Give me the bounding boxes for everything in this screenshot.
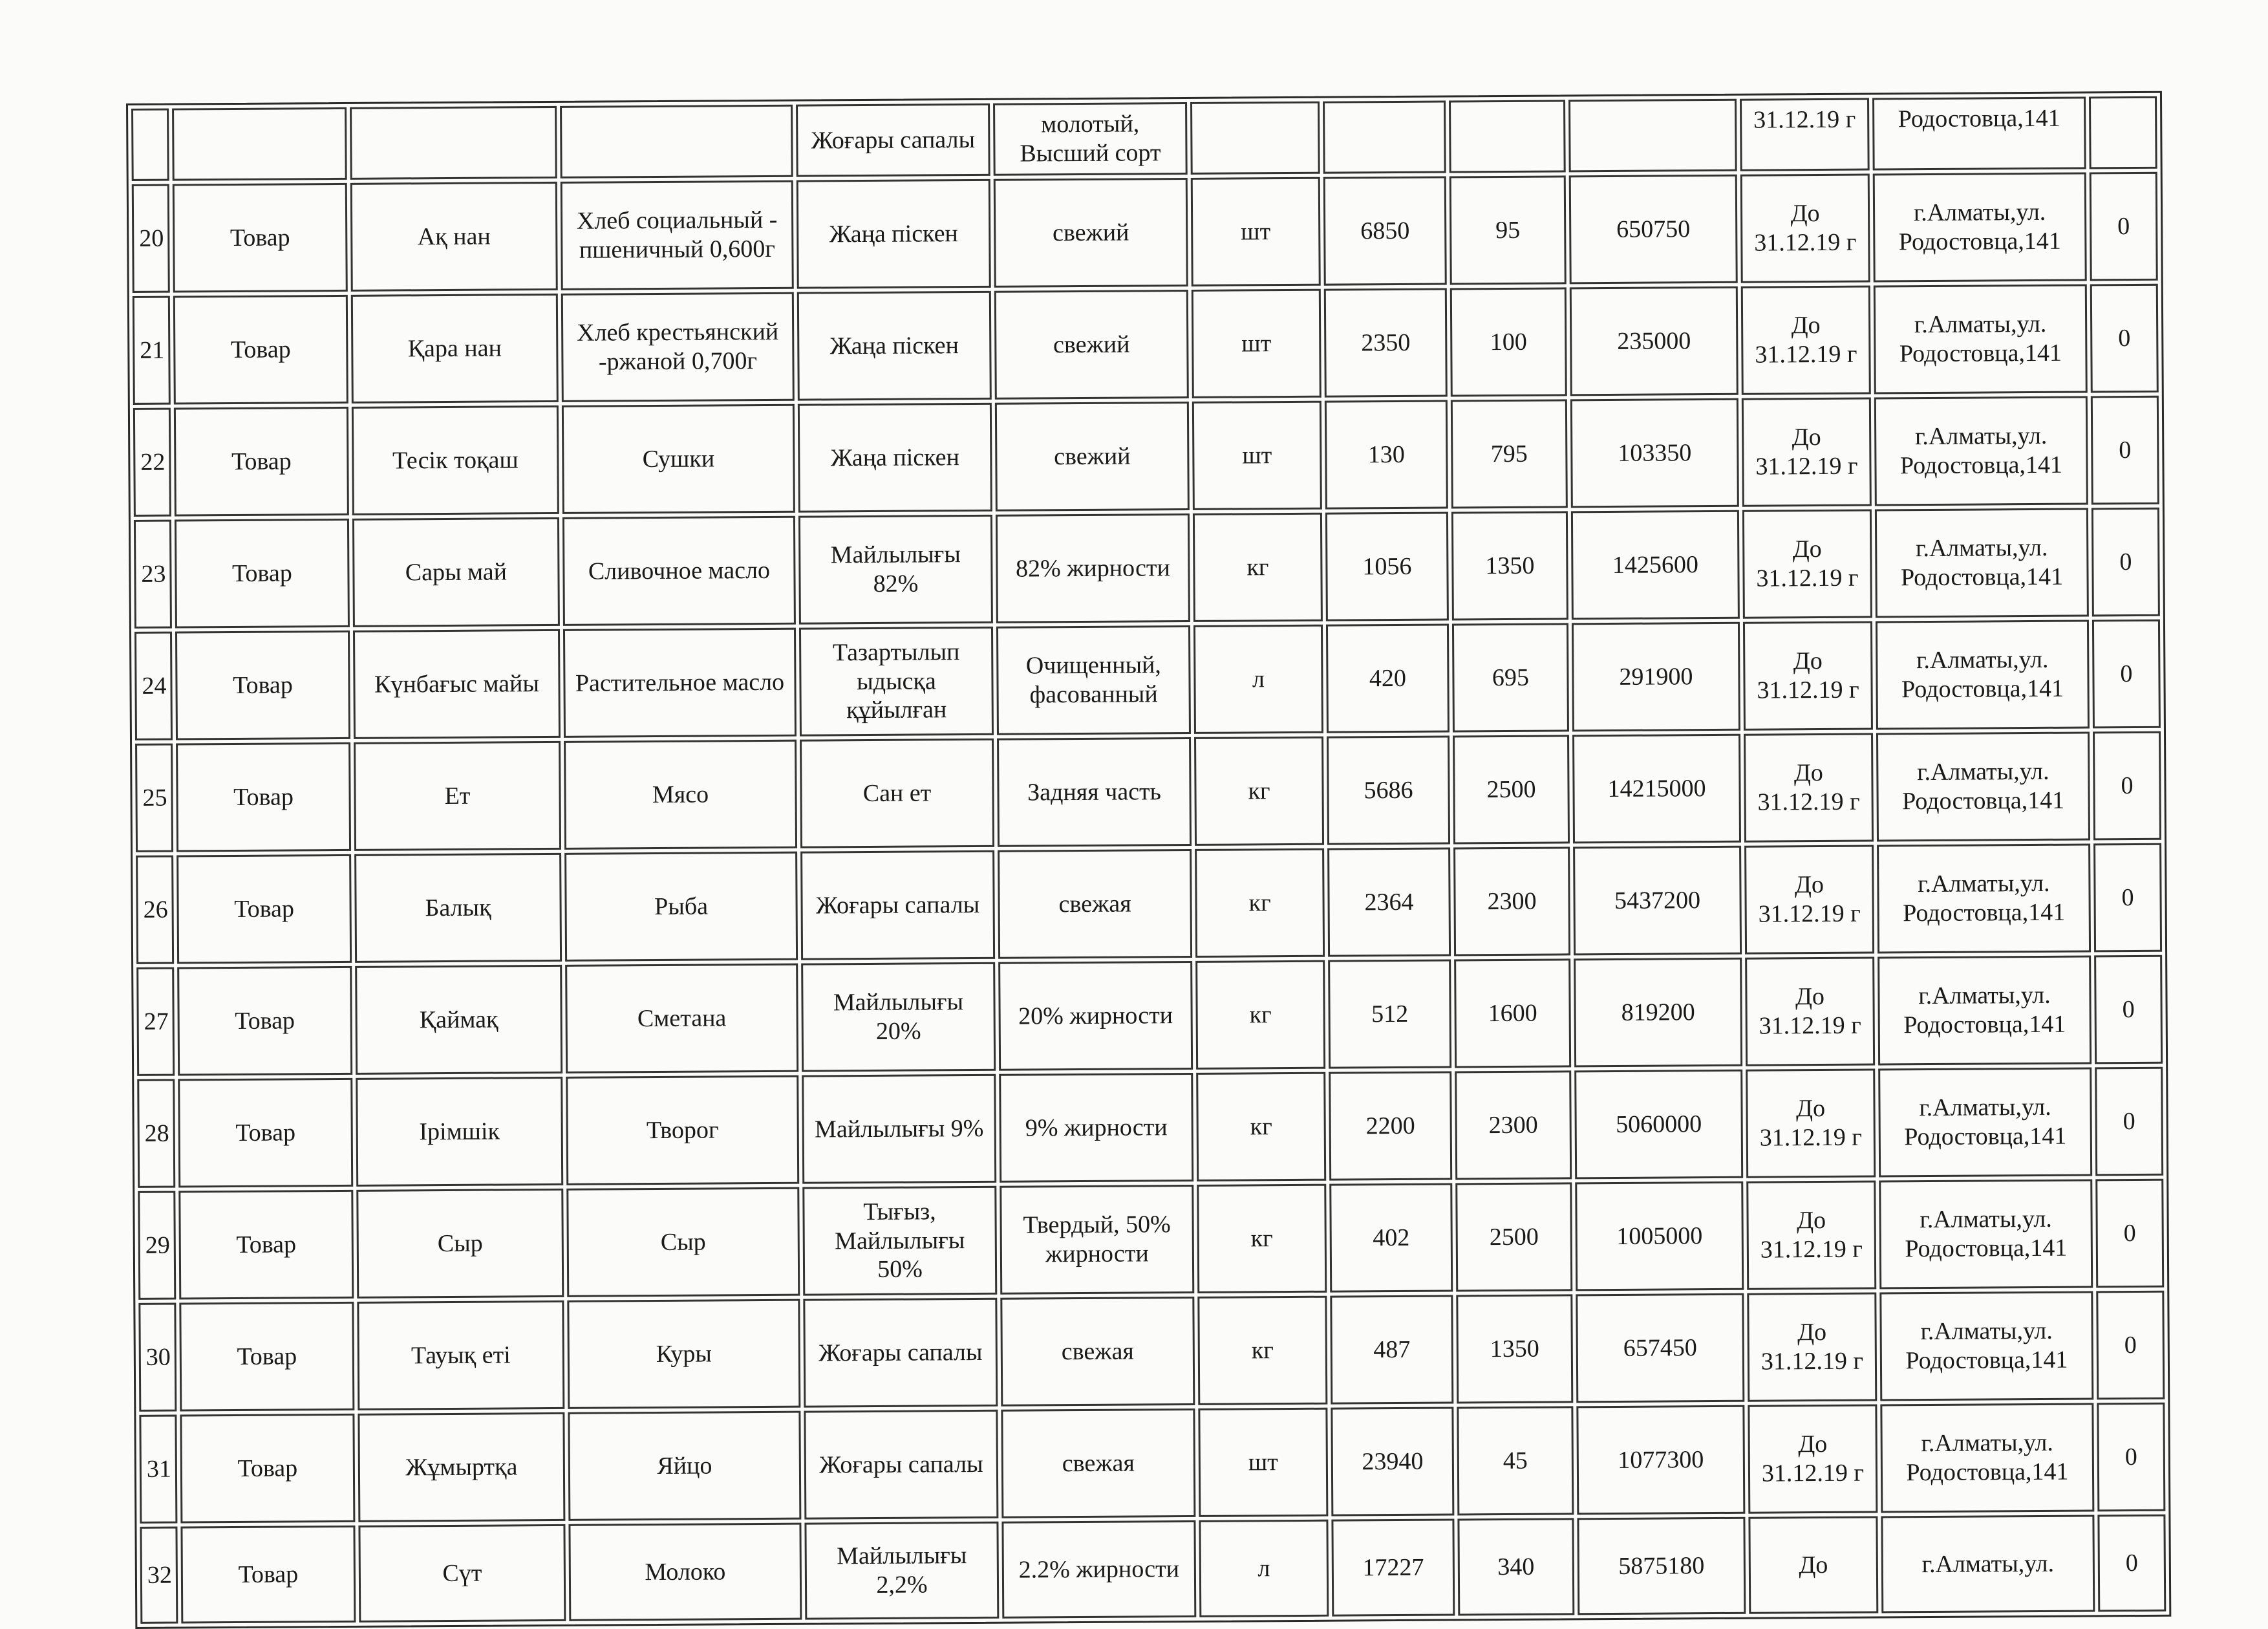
table-row — [139, 1403, 2165, 1524]
cell-num: 20 — [132, 184, 170, 293]
cell-address — [1878, 1067, 2092, 1177]
cell-address — [1874, 284, 2088, 394]
cell-sum: 650750 — [1569, 175, 1738, 285]
cell-name-ru: Куры — [567, 1299, 800, 1409]
cell-date-line2: 31.12.19 г — [1753, 105, 1856, 134]
table-row — [136, 955, 2163, 1076]
cell-address-line1: г.Алматы,ул. — [1918, 870, 2050, 898]
cell-rem: 0 — [2090, 172, 2158, 281]
cell-name-kz: Балық — [354, 853, 562, 963]
table-body — [131, 96, 2166, 1624]
cell-num: 32 — [140, 1527, 178, 1624]
cell-date-line1: До — [1795, 983, 1825, 1011]
cell-date-line2: 31.12.19 г — [1754, 228, 1857, 257]
cell-rem: 0 — [2093, 843, 2162, 953]
cell-char-ru: 20% жирности — [998, 961, 1193, 1071]
cell-unit: л — [1199, 1520, 1329, 1617]
cell-num: 26 — [136, 856, 174, 964]
cell-sum: 14215000 — [1572, 734, 1741, 844]
cell-qty: 23940 — [1331, 1407, 1454, 1516]
cell-address — [1875, 508, 2089, 618]
cell-name-kz: Ет — [354, 741, 561, 851]
cell-char-ru: Очищенный, фасованный — [996, 625, 1191, 735]
cell-unit: шт — [1192, 289, 1321, 398]
cell-date-line2: 31.12.19 г — [1757, 788, 1860, 816]
cell-num: 28 — [137, 1079, 175, 1188]
cell-name-kz: Сыр — [356, 1189, 564, 1299]
cell-date — [1743, 621, 1873, 731]
cell-address — [1872, 96, 2086, 170]
cell-qty: 402 — [1329, 1183, 1453, 1293]
cell-date-line2: 31.12.19 г — [1758, 900, 1861, 928]
cell-sum — [1568, 99, 1737, 173]
cell-name-kz — [350, 106, 557, 180]
cell-address-line1: г.Алматы,ул. — [1918, 982, 2051, 1010]
cell-date-line1: До — [1798, 1430, 1828, 1458]
table-row — [138, 1291, 2165, 1412]
cell-char-kz: Сан ет — [800, 739, 994, 848]
cell-date-line1: До — [1793, 759, 1823, 787]
cell-char-kz: Майлылығы 2,2% — [804, 1522, 999, 1620]
cell-qty: 487 — [1330, 1295, 1453, 1404]
cell-rem: 0 — [2090, 284, 2159, 393]
cell-unit: кг — [1193, 513, 1323, 622]
cell-name-ru: Яйцо — [568, 1411, 801, 1521]
cell-price — [1449, 100, 1566, 173]
cell-qty: 420 — [1326, 624, 1450, 733]
cell-date — [1746, 1069, 1876, 1178]
cell-char-ru: свежий — [995, 402, 1190, 512]
cell-date — [1748, 1404, 1878, 1513]
cell-name-ru: Хлеб социальный - пшеничный 0,600г — [561, 180, 794, 290]
table-row — [134, 508, 2160, 629]
cell-num: 30 — [138, 1303, 177, 1412]
table-row-partial — [131, 96, 2157, 181]
cell-date — [1744, 733, 1874, 843]
cell-name-kz: Ірімшік — [356, 1077, 563, 1187]
cell-date — [1742, 510, 1872, 619]
cell-address-line1: г.Алматы,ул. — [1921, 1429, 2053, 1458]
table-row — [132, 172, 2158, 293]
cell-name-kz: Сүт — [358, 1524, 566, 1623]
cell-name-ru: Молоко — [568, 1523, 802, 1621]
cell-unit — [1190, 102, 1320, 175]
cell-name-kz: Жұмыртқа — [358, 1412, 565, 1522]
procurement-table — [126, 91, 2171, 1629]
cell-name-ru — [560, 105, 793, 178]
cell-address-line1: г.Алматы,ул. — [1916, 646, 2049, 674]
cell-date-line1: До — [1799, 1551, 1828, 1579]
cell-name-kz: Тауық еті — [357, 1300, 564, 1410]
cell-char-ru: Задняя часть — [997, 737, 1192, 847]
cell-address-line2: Родостовца,141 — [1903, 1010, 2066, 1039]
cell-num: 22 — [133, 408, 171, 517]
cell-type: Товар — [177, 854, 352, 964]
cell-sum: 819200 — [1574, 958, 1742, 1068]
cell-unit: кг — [1194, 737, 1324, 846]
cell-price: 1350 — [1451, 511, 1568, 620]
cell-qty: 512 — [1328, 960, 1451, 1069]
cell-type: Товар — [176, 742, 351, 852]
cell-unit: кг — [1196, 1072, 1326, 1181]
cell-sum: 5060000 — [1574, 1070, 1743, 1180]
cell-address-line2: Родостовца,141 — [1898, 227, 2061, 256]
cell-num: 27 — [136, 967, 175, 1076]
cell-name-ru: Мясо — [564, 740, 797, 850]
cell-sum: 5875180 — [1577, 1517, 1746, 1615]
cell-sum: 235000 — [1570, 286, 1738, 396]
cell-num: 29 — [138, 1191, 176, 1300]
cell-char-kz: Тығыз, Майлылығы 50% — [802, 1186, 997, 1296]
cell-date-line1: До — [1793, 647, 1823, 675]
cell-char-ru: 9% жирности — [999, 1073, 1193, 1183]
cell-type: Товар — [175, 631, 350, 740]
cell-name-ru: Сливочное масло — [562, 516, 796, 626]
cell-address — [1879, 1291, 2093, 1401]
cell-address-line1: г.Алматы,ул. — [1914, 310, 2047, 339]
cell-unit: л — [1193, 625, 1323, 734]
cell-address — [1881, 1515, 2095, 1613]
cell-price: 695 — [1452, 623, 1569, 732]
cell-address-line2: Родостовца,141 — [1900, 563, 2064, 592]
cell-date-line2: 31.12.19 г — [1755, 452, 1858, 480]
cell-qty: 2350 — [1324, 288, 1448, 398]
cell-type: Товар — [173, 183, 348, 293]
cell-date-line2: 31.12.19 г — [1760, 1235, 1863, 1264]
table-row — [133, 396, 2159, 517]
cell-num: 21 — [133, 296, 171, 405]
cell-address — [1877, 843, 2091, 953]
table-row — [137, 1067, 2163, 1188]
cell-address-line2: Родостовца,141 — [1899, 451, 2063, 480]
cell-name-kz: Күнбағыс майы — [353, 629, 561, 739]
cell-unit: шт — [1192, 401, 1322, 510]
cell-unit: кг — [1197, 1296, 1327, 1405]
cell-char-ru: свежая — [1000, 1297, 1195, 1407]
cell-char-kz: Жоғары сапалы — [796, 103, 990, 177]
cell-date-line2: 31.12.19 г — [1759, 1123, 1862, 1152]
table-row — [136, 843, 2162, 964]
cell-date-line1: До — [1795, 1095, 1826, 1123]
cell-unit: кг — [1195, 960, 1325, 1070]
cell-address-line1: г.Алматы,ул. — [1920, 1317, 2053, 1346]
cell-address — [1878, 955, 2091, 1065]
cell-qty: 130 — [1325, 400, 1448, 510]
cell-type: Товар — [177, 966, 352, 1076]
cell-price: 100 — [1450, 287, 1567, 396]
cell-rem: 0 — [2091, 508, 2160, 617]
cell-num: 24 — [134, 632, 173, 740]
cell-date-line2: 31.12.19 г — [1757, 676, 1859, 704]
cell-type: Товар — [179, 1302, 354, 1412]
cell-name-kz: Қара нан — [351, 294, 559, 404]
cell-address — [1880, 1403, 2094, 1513]
cell-address-line1: г.Алматы,ул. — [1915, 534, 2048, 563]
cell-price: 2500 — [1455, 1182, 1572, 1291]
cell-address — [1873, 172, 2087, 282]
cell-name-kz: Қаймақ — [355, 965, 562, 1075]
cell-price: 95 — [1450, 175, 1567, 285]
cell-char-kz: Майлылығы 9% — [802, 1074, 996, 1184]
cell-address-line1: г.Алматы,ул. — [1913, 199, 2046, 227]
cell-date — [1747, 1292, 1877, 1401]
cell-unit: шт — [1191, 177, 1321, 286]
cell-sum: 1077300 — [1576, 1405, 1745, 1515]
cell-type: Товар — [174, 407, 349, 517]
cell-date-line1: До — [1797, 1207, 1826, 1235]
cell-rem: 0 — [2095, 1067, 2163, 1176]
cell-date-line2: 31.12.19 г — [1760, 1347, 1864, 1375]
cell-unit: кг — [1195, 848, 1325, 958]
cell-sum: 5437200 — [1573, 846, 1742, 956]
cell-num: 31 — [139, 1415, 177, 1524]
cell-char-ru: свежая — [1001, 1408, 1195, 1518]
table-row — [138, 1179, 2164, 1300]
cell-char-ru: молотый, Высший сорт — [993, 102, 1188, 176]
cell-char-kz: Жоғары сапалы — [800, 850, 995, 960]
cell-address-line1: г.Алматы,ул. — [1914, 422, 2048, 451]
cell-type: Товар — [178, 1190, 354, 1300]
cell-date-line1: До — [1792, 424, 1821, 451]
cell-char-ru: свежий — [994, 178, 1188, 288]
cell-rem: 0 — [2095, 1179, 2164, 1288]
cell-price: 1350 — [1456, 1294, 1573, 1403]
cell-qty: 2200 — [1329, 1072, 1452, 1181]
cell-name-kz: Ақ нан — [350, 182, 558, 292]
cell-date-line1: До — [1792, 535, 1822, 563]
cell-address-line2: Родостовца,141 — [1901, 674, 2064, 704]
cell-name-ru: Растительное масло — [563, 628, 797, 738]
cell-rem: 0 — [2093, 731, 2161, 841]
cell-name-ru: Сыр — [566, 1187, 800, 1297]
cell-sum: 1005000 — [1575, 1181, 1744, 1291]
cell-rem: 0 — [2092, 620, 2161, 729]
cell-type: Товар — [173, 295, 348, 405]
cell-date-line2: 31.12.19 г — [1756, 564, 1859, 592]
cell-char-kz: Жаңа піскен — [797, 179, 991, 289]
cell-date-line1: До — [1794, 871, 1824, 899]
cell-date — [1746, 1180, 1876, 1289]
cell-sum: 1425600 — [1571, 510, 1740, 620]
cell-date — [1740, 174, 1870, 283]
cell-sum: 103350 — [1570, 398, 1739, 508]
cell-address — [1874, 396, 2088, 506]
cell-type: Товар — [178, 1078, 353, 1188]
table-row — [134, 620, 2161, 740]
cell-address-line2: Родостовца,141 — [1902, 786, 2065, 815]
cell-address-line1: г.Алматы,ул. — [1921, 1549, 2055, 1578]
cell-num: 25 — [135, 744, 173, 852]
cell-price: 795 — [1451, 399, 1568, 508]
cell-date — [1742, 398, 1872, 507]
cell-rem: 0 — [2094, 955, 2163, 1064]
cell-address-line2: Родостовца,141 — [1903, 898, 2066, 927]
cell-address-line2: Родостовца,141 — [1906, 1458, 2069, 1487]
cell-char-kz: Жаңа піскен — [798, 403, 992, 513]
cell-name-ru: Творог — [566, 1075, 799, 1185]
cell-char-kz: Жоғары сапалы — [804, 1410, 998, 1520]
cell-char-ru: 82% жирности — [996, 513, 1190, 623]
cell-date-line1: До — [1791, 312, 1821, 340]
cell-name-ru: Хлеб крестьянский -ржаной 0,700г — [561, 292, 795, 402]
cell-address-line2: Родостовца,141 — [1905, 1346, 2068, 1375]
cell-char-ru: Твердый, 50% жирности — [1000, 1185, 1194, 1295]
cell-char-kz: Жаңа піскен — [797, 291, 992, 401]
cell-char-kz: Майлылығы 82% — [798, 515, 993, 625]
cell-unit: шт — [1198, 1408, 1328, 1517]
table-row — [133, 284, 2159, 405]
cell-address-line1: г.Алматы,ул. — [1917, 758, 2049, 786]
cell-name-kz: Тесік тоқаш — [352, 405, 559, 515]
cell-date — [1745, 957, 1875, 1066]
cell-address-line2: Родостовца,141 — [1898, 104, 2060, 133]
cell-address-line1: г.Алматы,ул. — [1919, 1094, 2051, 1122]
cell-price: 1600 — [1454, 958, 1571, 1068]
cell-price: 2300 — [1455, 1070, 1572, 1180]
cell-type: Товар — [180, 1414, 355, 1524]
cell-address-line1: г.Алматы,ул. — [1920, 1205, 2052, 1234]
table-row — [135, 731, 2161, 852]
cell-date-line2: 31.12.19 г — [1755, 340, 1857, 369]
cell-date-line2: 31.12.19 г — [1761, 1459, 1865, 1487]
cell-rem: 0 — [2091, 396, 2159, 505]
cell-rem: 0 — [2096, 1291, 2165, 1400]
cell-price: 2300 — [1453, 847, 1570, 956]
cell-address-line2: Родостовца,141 — [1899, 339, 2062, 368]
cell-qty: 5686 — [1327, 736, 1450, 845]
cell-name-ru: Сметана — [565, 964, 798, 1073]
cell-sum: 291900 — [1572, 622, 1740, 732]
cell-date — [1740, 98, 1870, 171]
cell-type: Товар — [175, 519, 350, 629]
cell-char-ru: свежая — [998, 849, 1192, 959]
cell-address — [1876, 731, 2090, 841]
cell-price: 45 — [1457, 1406, 1574, 1515]
cell-date-line1: До — [1797, 1319, 1827, 1346]
cell-qty: 6850 — [1323, 177, 1447, 286]
cell-qty — [1323, 101, 1446, 174]
cell-rem: 0 — [2097, 1515, 2166, 1612]
cell-name-ru: Рыба — [564, 852, 798, 962]
cell-date — [1741, 286, 1871, 395]
cell-num: 23 — [134, 520, 172, 629]
cell-char-ru: свежий — [994, 290, 1189, 400]
cell-char-ru: 2.2% жирности — [1001, 1520, 1196, 1619]
cell-date-line2: 31.12.19 г — [1759, 1011, 1861, 1040]
cell-date — [1748, 1516, 1878, 1613]
cell-address-line2: Родостовца,141 — [1905, 1234, 2068, 1263]
cell-name-kz: Сары май — [352, 517, 560, 627]
cell-price: 340 — [1457, 1518, 1574, 1615]
cell-char-kz: Майлылығы 20% — [801, 962, 996, 1072]
cell-sum: 657450 — [1576, 1293, 1744, 1403]
cell-type: Товар — [180, 1526, 356, 1624]
cell-address-line2: Родостовца,141 — [1904, 1122, 2067, 1151]
cell-rem — [2089, 96, 2157, 169]
cell-qty: 17227 — [1331, 1518, 1455, 1616]
cell-type — [172, 107, 347, 181]
table-row — [140, 1515, 2166, 1624]
cell-qty: 2364 — [1327, 848, 1451, 957]
cell-char-kz: Тазартылып ыдысқа құйылған — [799, 627, 994, 737]
cell-name-ru: Сушки — [562, 404, 795, 514]
cell-qty: 1056 — [1325, 512, 1449, 621]
cell-address — [1876, 620, 2090, 729]
cell-address — [1879, 1179, 2093, 1289]
cell-rem: 0 — [2097, 1403, 2165, 1512]
cell-char-kz: Жоғары сапалы — [803, 1298, 998, 1408]
cell-date-line1: До — [1790, 200, 1820, 228]
cell-num — [131, 109, 169, 181]
cell-price: 2500 — [1453, 735, 1570, 844]
cell-date — [1744, 845, 1874, 955]
cell-unit: кг — [1197, 1184, 1327, 1293]
